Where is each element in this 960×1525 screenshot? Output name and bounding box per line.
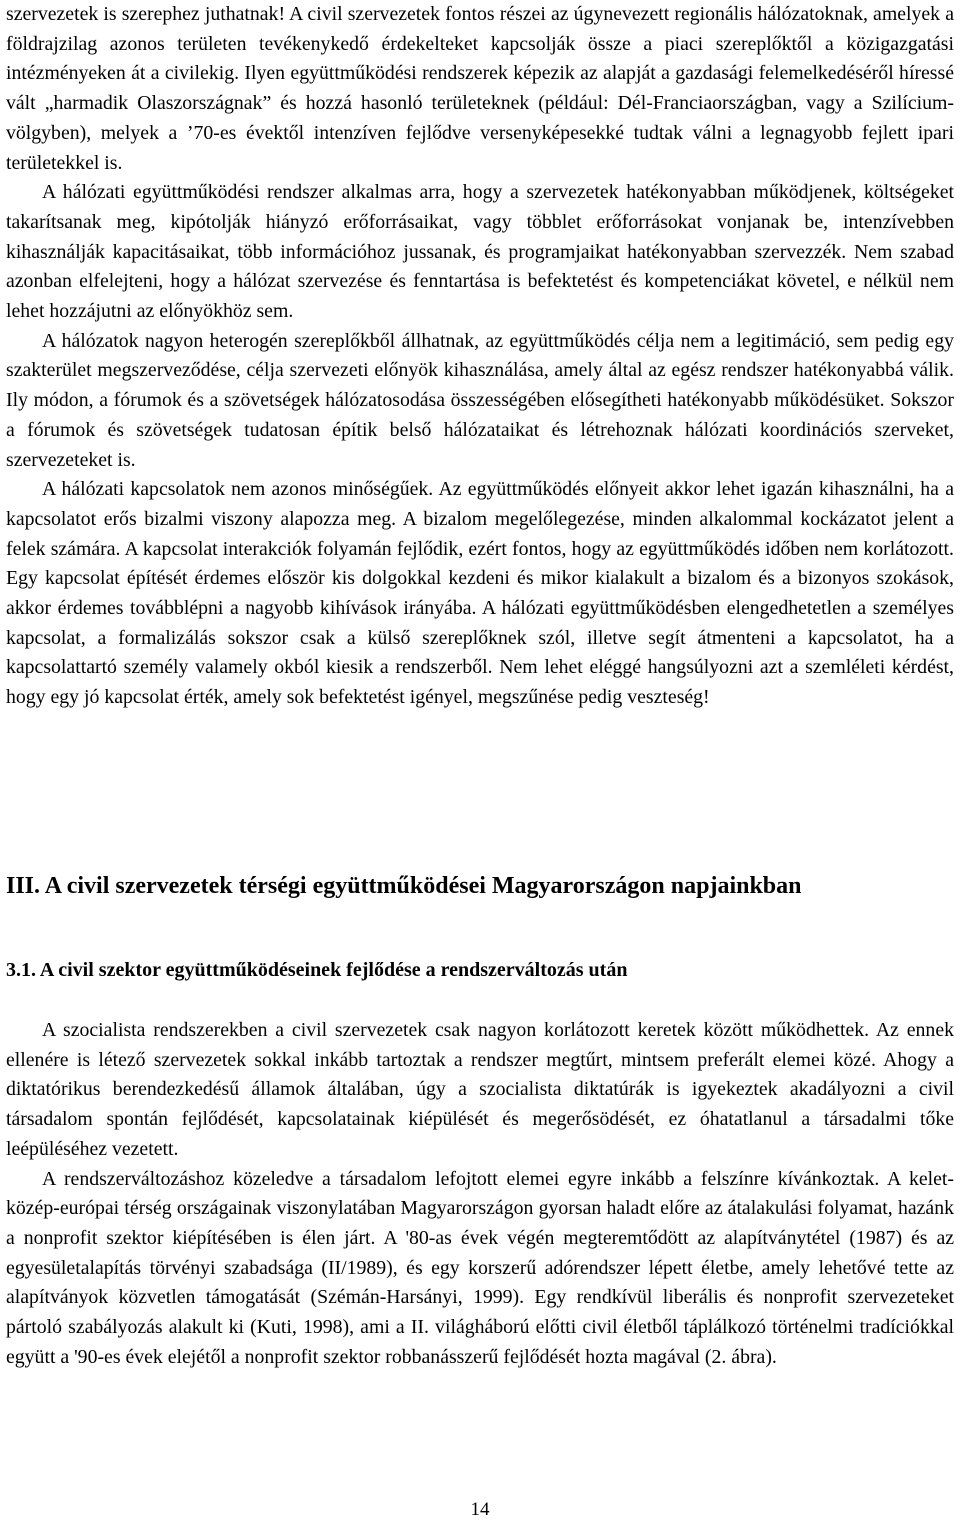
section-b-body	[6, 1016, 954, 1372]
page-number: 14	[470, 1499, 490, 1520]
paragraph-network-system: A hálózati együttműködési rendszer alkalmas arra, hogy a szervezetek hatékonyabban működjenek, költségeket takarítsanak meg, kipótolják hiányzó erőforrásaikat, vagy többlet erőforrásokat vonjanak be, intenzívebben kihasználják kapacitásaikat, több információhoz jussanak, és programjaikat hatékonyabban szervezzék. Nem szabad azonban elfelejteni, hogy a hálózat szervezése és fenntartása is befektetést és kompetenciákat követel, e nélkül nem lehet hozzájutni az előnyökhöz sem.	[6, 181, 954, 323]
paragraph-network-quality: A hálózati kapcsolatok nem azonos minőségűek. Az együttműködés előnyeit akkor lehet igazán kihasználni, ha a kapcsolatot erős bizalmi viszony alapozza meg. A bizalom megelőlegezése, minden alkalommal kockázatot jelent a felek számára. A kapcsolat interakciók folyamán fejlődik, ezért fontos, hogy az együttműködés időben nem korlátozott. Egy kapcsolat építését érdemes először kis dolgokkal kezdeni és mikor kialakult a bizalom és a bizonyos szokások, akkor érdemes továbblépni a nagyobb kihívások irányába. A hálózati együttműködésben elengedhetetlen a személyes kapcsolat, a formalizálás sokszor csak a külső szereplőknek szól, illetve segít átmenteni a kapcsolatot, ha a kapcsolattartó személy valamely okból kiesik a rendszerből. Nem lehet eléggé hangsúlyozni azt a szemléleti kérdést, hogy egy jó kapcsolat érték, amely sok befektetést igényel, megszűnése pedig veszteség!	[6, 478, 954, 709]
section-a-body	[6, 0, 954, 713]
paragraph-regional-networks: szervezetek is szerephez juthatnak! A civil szervezetek fontos részei az úgynevezett regionális hálózatoknak, amelyek a földrajzilag azonos területen tevékenykedő érdekelteket kapcsolják össze a piaci szereplőktől a közigazgatási intézményeken át a civilekig. Ilyen együttműködési rendszerek képezik az alapját a gazdasági felemelkedéséről híressé vált „harmadik Olaszországnak” és hozzá hasonló területeknek (például: Dél-Franciaországban, vagy a Szilícium-völgyben), melyek a ’70-es évektől intenzíven fejlődve versenyképesekké tudtak válni a legnagyobb fejlett ipari területekkel is.	[6, 3, 954, 174]
paragraph-heterogeneous-networks: A hálózatok nagyon heterogén szereplőkből állhatnak, az együttműködés célja nem a legitimáció, sem pedig egy szakterület megszerveződése, célja szervezeti előnyök kihasználása, amely által az egész rendszer hatékonyabbá válik. Ily módon, a fórumok és a szövetségek hálózatosodása összességében elősegítheti hatékonyabb működésüket. Sokszor a fórumok és szövetségek tudatosan építik belső hálózataikat és létrehoznak hálózati koordinációs szerveket, szervezeteket is.	[6, 329, 954, 471]
paragraph-socialist-systems: A szocialista rendszerekben a civil szervezetek csak nagyon korlátozott keretek között működhettek. Az ennek ellenére is létező szervezetek sokkal inkább tartoztak a rendszer megtűrt, mintsem preferált elemei közé. Ahogy a diktatórikus berendezkedésű államok általában, úgy a szocialista diktatúrák is igyekeztek akadályozni a civil társadalom spontán fejlődését, kapcsolatainak kiépülését és megerősödését, ez óhatatlanul a társadalmi tőke leépüléséhez vezetett.	[6, 1019, 954, 1160]
chapter-heading: III. A civil szervezetek térségi együttműködései Magyarországon napjainkban	[6, 873, 802, 899]
section-heading: 3.1. A civil szektor együttműködéseinek fejlődése a rendszerváltozás után	[6, 959, 628, 981]
paragraph-regime-change: A rendszerváltozáshoz közeledve a társadalom lefojtott elemei egyre inkább a felszínre kívánkoztak. A kelet-közép-európai térség országainak viszonylatában Magyarországon gyorsan haladt előre az átalakulási folyamat, hazánk a nonprofit szektor kiépítésében is élen járt. A '80-as évek végén megteremtődött az alapítványtétel (1987) és az egyesületalapítás törvényi szabadsága (II/1989), és egy korszerű adórendszer lépett életbe, amely lehetővé tette az alapítványok közvetlen támogatását (Szémán-Harsányi, 1999). Egy rendkívül liberális és nonprofit szervezeteket pártoló szabályozás alakult ki (Kuti, 1998), ami a II. világháború előtti civil életből táplálkozó történelmi tradíciókkal együtt a '90-es évek elejétől a nonprofit szektor robbanásszerű fejlődését hozta magával (2. ábra).	[6, 1167, 954, 1368]
